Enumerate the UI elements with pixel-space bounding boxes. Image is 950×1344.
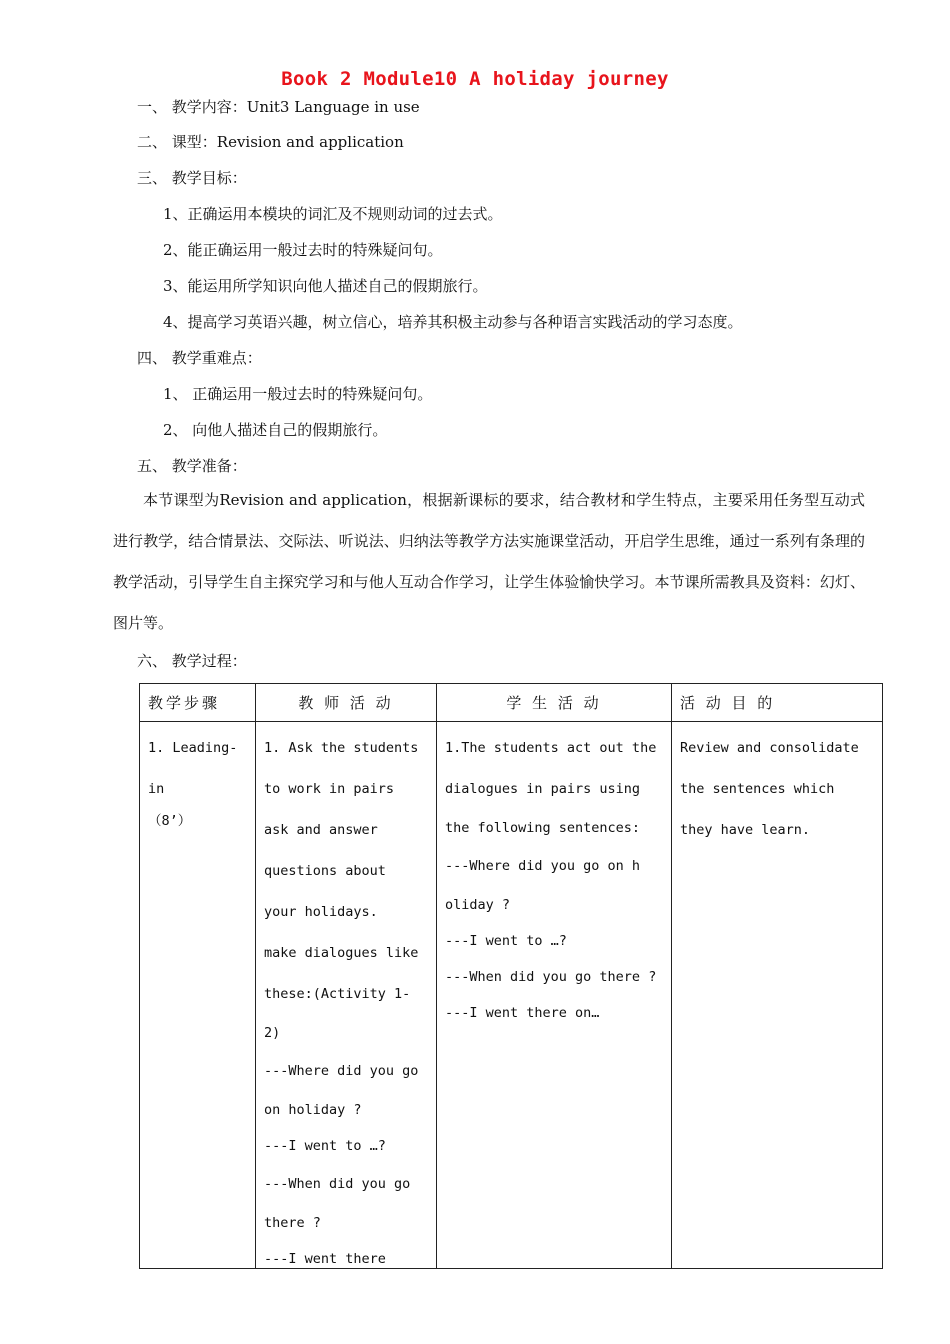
cell-line: ---I went there [264, 1251, 386, 1267]
cell-line: dialogues in pairs using [445, 781, 641, 797]
cell-purpose [672, 722, 883, 1269]
cell-line: ask and answer [264, 822, 378, 838]
cell-teacher-activity [256, 722, 437, 1269]
header-step: 教学步骤 [140, 684, 256, 722]
table-header-row [140, 684, 883, 722]
cell-line: there ? [264, 1215, 321, 1231]
cell-line: in [148, 781, 165, 797]
cell-student-activity [437, 722, 672, 1269]
section-lesson-type: 二、 课型：Revision and application [137, 133, 404, 151]
cell-step [140, 722, 256, 1269]
cell-line: ---Where did you go [264, 1063, 419, 1079]
cell-line: to work in pairs [264, 781, 395, 797]
header-purpose: 活 动 目 的 [672, 684, 883, 722]
header-teacher-activity: 教 师 活 动 [256, 684, 437, 722]
preparation-paragraph: 本节课型为Revision and application，根据新课标的要求，结合教材和学生特点，主要采用任务型互动式进行教学，结合情景法、交际法、听说法、归纳法等教学方法实施课堂活动，开启学生思维，通过一系列有条理的教学活动，引导学生自主探究学习和与他人互动合作学习，让学生体验愉快学习。本节课所需教具及资料：幻灯、图片等。 [113, 491, 865, 632]
objective-item: 1、正确运用本模块的词汇及不规则动词的过去式。 [163, 205, 503, 223]
section-process-heading: 六、 教学过程： [137, 652, 247, 670]
cell-line: the following sentences: [445, 820, 641, 836]
cell-line: ---Where did you go on h [445, 858, 641, 874]
cell-line: 1. Ask the students [264, 740, 419, 756]
cell-line: on holiday ? [264, 1102, 362, 1118]
keypoint-item: 1、 正确运用一般过去时的特殊疑问句。 [163, 385, 433, 403]
cell-line: ---I went there on… [445, 1005, 600, 1021]
cell-line: （8’） [148, 813, 192, 829]
cell-line: 1. Leading- [148, 740, 238, 756]
cell-line: 1.The students act out the [445, 740, 657, 756]
teaching-process-table [139, 683, 883, 1269]
cell-line: ---When did you go there ? [445, 969, 657, 985]
cell-line: ---I went to …? [264, 1138, 386, 1154]
section-preparation-heading: 五、 教学准备： [137, 457, 247, 475]
table-row [140, 722, 883, 1269]
header-student-activity: 学 生 活 动 [437, 684, 672, 722]
section-keypoints-heading: 四、 教学重难点： [137, 349, 262, 367]
cell-line: ---I went to …? [445, 933, 567, 949]
cell-line: 2) [264, 1025, 281, 1041]
section-objectives-heading: 三、 教学目标： [137, 169, 247, 187]
cell-line: they have learn. [680, 822, 811, 838]
objective-item: 3、能运用所学知识向他人描述自己的假期旅行。 [163, 277, 488, 295]
keypoint-item: 2、 向他人描述自己的假期旅行。 [163, 421, 388, 439]
cell-line: your holidays. [264, 904, 378, 920]
cell-line: these:(Activity 1- [264, 986, 411, 1002]
cell-line: oliday ? [445, 897, 511, 913]
cell-line: questions about [264, 863, 386, 879]
cell-line: Review and consolidate [680, 740, 859, 756]
section-content: 一、 教学内容：Unit3 Language in use [137, 98, 420, 116]
document-title: Book 2 Module10 A holiday journey [281, 68, 669, 90]
cell-line: ---When did you go [264, 1176, 411, 1192]
objective-item: 4、提高学习英语兴趣，树立信心，培养其积极主动参与各种语言实践活动的学习态度。 [163, 313, 743, 331]
objective-item: 2、能正确运用一般过去时的特殊疑问句。 [163, 241, 443, 259]
cell-line: the sentences which [680, 781, 835, 797]
cell-line: make dialogues like [264, 945, 419, 961]
